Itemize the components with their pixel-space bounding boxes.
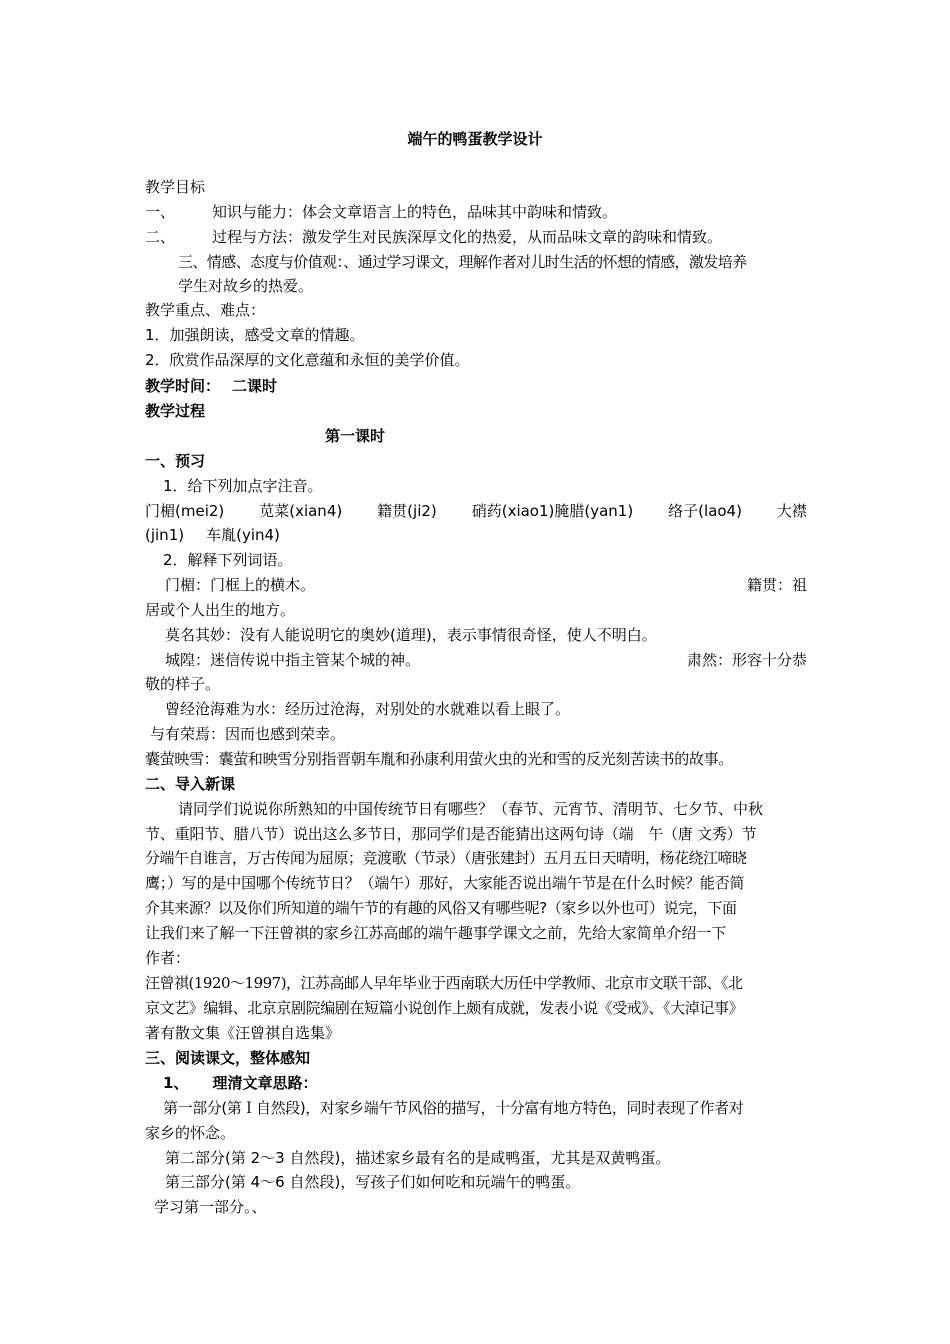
definition-jiguan-end: 居或个人出生的地方。	[145, 601, 296, 619]
definition-chenghuang: 城隍：迷信传说中指主管某个城的神。	[165, 651, 421, 669]
keypoint-2: 2．欣赏作品深厚的文化意蕴和永恒的美学价值。	[145, 351, 470, 369]
definition-suran-end: 敬的样子。	[145, 675, 221, 693]
preview-heading: 一、预习	[145, 452, 206, 470]
intro-line-5: 介其来源？以及你们所知道的端午节的有趣的风俗又有哪些呢?（家乡以外也可）说完，下面	[145, 899, 737, 917]
definition-menmei: 门楣：门框上的横木。	[165, 576, 316, 594]
reading-subheading	[163, 1071, 825, 1095]
objective-3-line2: 学生对故乡的热爱。	[178, 277, 314, 295]
author-line-1: 汪曾祺(1920～1997)，江苏高邮人早年毕业于西南联大历任中学教师、北京市文联干部、《北	[145, 974, 743, 992]
pinyin-item: (jin1)	[145, 526, 185, 544]
definition-row-1	[145, 573, 807, 597]
part-2: 第二部分(第 2～3 自然段)，描述家乡最有名的是咸鸭蛋，尤其是双黄鸭蛋。	[165, 1149, 671, 1167]
pinyin-item: 车胤(yin4)	[206, 526, 280, 544]
preview-question-2: 2．解释下列词语。	[163, 551, 293, 569]
intro-line-3: 分端午自谁言，万古传闻为屈原；竞渡歌（节录）（唐张建封）五月五日天晴明，杨花绕江啼晓	[145, 849, 747, 867]
intro-heading: 二、导入新课	[145, 775, 236, 793]
author-line-2: 京文艺》编辑、北京京剧院编剧在短篇小说创作上颇有成就，发表小说《受戒》、《大淖记事》	[145, 999, 744, 1017]
pinyin-line-1	[145, 499, 807, 523]
definition-momingqimiao: 莫名其妙：没有人能说明它的奥妙(道理)，表示事情很奇怪，使人不明白。	[165, 626, 657, 644]
pinyin-line-2	[145, 523, 807, 547]
definition-nangyingyingxue: 囊萤映雪：囊萤和映雪分别指晋朝车胤和孙康利用萤火虫的光和雪的反光刻苦读书的故事。	[145, 750, 734, 768]
teaching-time	[145, 374, 807, 398]
objective-1-text: 知识与能力：体会文章语言上的特色，品味其中韵味和情致。	[212, 203, 618, 221]
preview-question-1: 1．给下列加点字注音。	[163, 477, 323, 495]
pinyin-item: 大襟	[776, 502, 807, 520]
reading-subheading-number: 1、	[163, 1074, 189, 1092]
keypoint-1: 1．加强朗读，感受文章的情趣。	[145, 326, 365, 344]
intro-line-6: 让我们来了解一下汪曾祺的家乡江苏高邮的端午趣事学课文之前，先给大家简单介绍一下	[145, 924, 727, 942]
pinyin-item: 苋菜(xian4)	[259, 502, 343, 520]
keypoints-heading: 教学重点、难点：	[145, 301, 266, 319]
objectives-heading: 教学目标	[145, 178, 206, 196]
intro-line-2: 节、重阳节、腊八节）说出这么多节日，那同学们是否能猜出这两句诗（端 午（唐 文秀）节	[145, 825, 757, 843]
intro-line-7: 作者：	[145, 949, 191, 967]
objective-2-number: 二、	[145, 228, 176, 246]
pinyin-item: 硝药(xiao1)腌腊(yan1)	[471, 502, 634, 520]
pinyin-item: 籍贯(ji2)	[377, 502, 437, 520]
teaching-time-label: 教学时间：	[145, 377, 221, 395]
teaching-time-value: 二课时	[232, 377, 278, 395]
objective-2	[145, 225, 807, 249]
study-part-1: 学习第一部分。、	[154, 1198, 267, 1216]
definition-row-2	[145, 648, 807, 672]
objective-1	[145, 200, 807, 224]
objective-2-text: 过程与方法：激发学生对民族深厚文化的热爱，从而品味文章的韵味和情致。	[212, 228, 723, 246]
objective-1-number: 一、	[145, 203, 176, 221]
part-1-line-2: 家乡的怀念。	[145, 1124, 236, 1142]
definition-yuyourongyan: 与有荣焉：因而也感到荣幸。	[150, 725, 346, 743]
pinyin-item: 络子(lao4)	[668, 502, 742, 520]
definition-cengjingcanghai: 曾经沧海难为水：经历过沧海，对别处的水就难以看上眼了。	[165, 700, 571, 718]
intro-line-4: 鹰；）写的是中国哪个传统节日？（端午）那好，大家能否说出端午节是在什么时候？能否简	[145, 874, 745, 892]
part-1-line-1: 第一部分(第Ｉ自然段)，对家乡端午节风俗的描写，十分富有地方特色，同时表现了作者对	[163, 1099, 744, 1117]
objective-3-line1: 三、情感、态度与价值观：、通过学习课文，理解作者对儿时生活的怀想的情感，激发培养	[178, 253, 747, 271]
part-3: 第三部分(第 4～6 自然段)，写孩子们如何吃和玩端午的鸭蛋。	[165, 1173, 581, 1191]
author-line-3: 著有散文集《汪曾祺自选集》	[145, 1024, 341, 1042]
document-title: 端午的鸭蛋教学设计	[407, 130, 543, 148]
reading-heading: 三、阅读课文，整体感知	[145, 1049, 311, 1067]
reading-subheading-label: 理清文章思路：	[212, 1074, 318, 1092]
lesson-1-heading: 第一课时	[325, 427, 386, 445]
pinyin-item: 门楣(mei2)	[145, 502, 225, 520]
definition-suran-start: 肃然：形容十分恭	[686, 651, 807, 669]
teaching-process-heading: 教学过程	[145, 402, 206, 420]
intro-line-1: 请同学们说说你所熟知的中国传统节日有哪些？（春节、元宵节、清明节、七夕节、中秋	[178, 800, 764, 818]
definition-jiguan-start: 籍贯：祖	[746, 576, 807, 594]
